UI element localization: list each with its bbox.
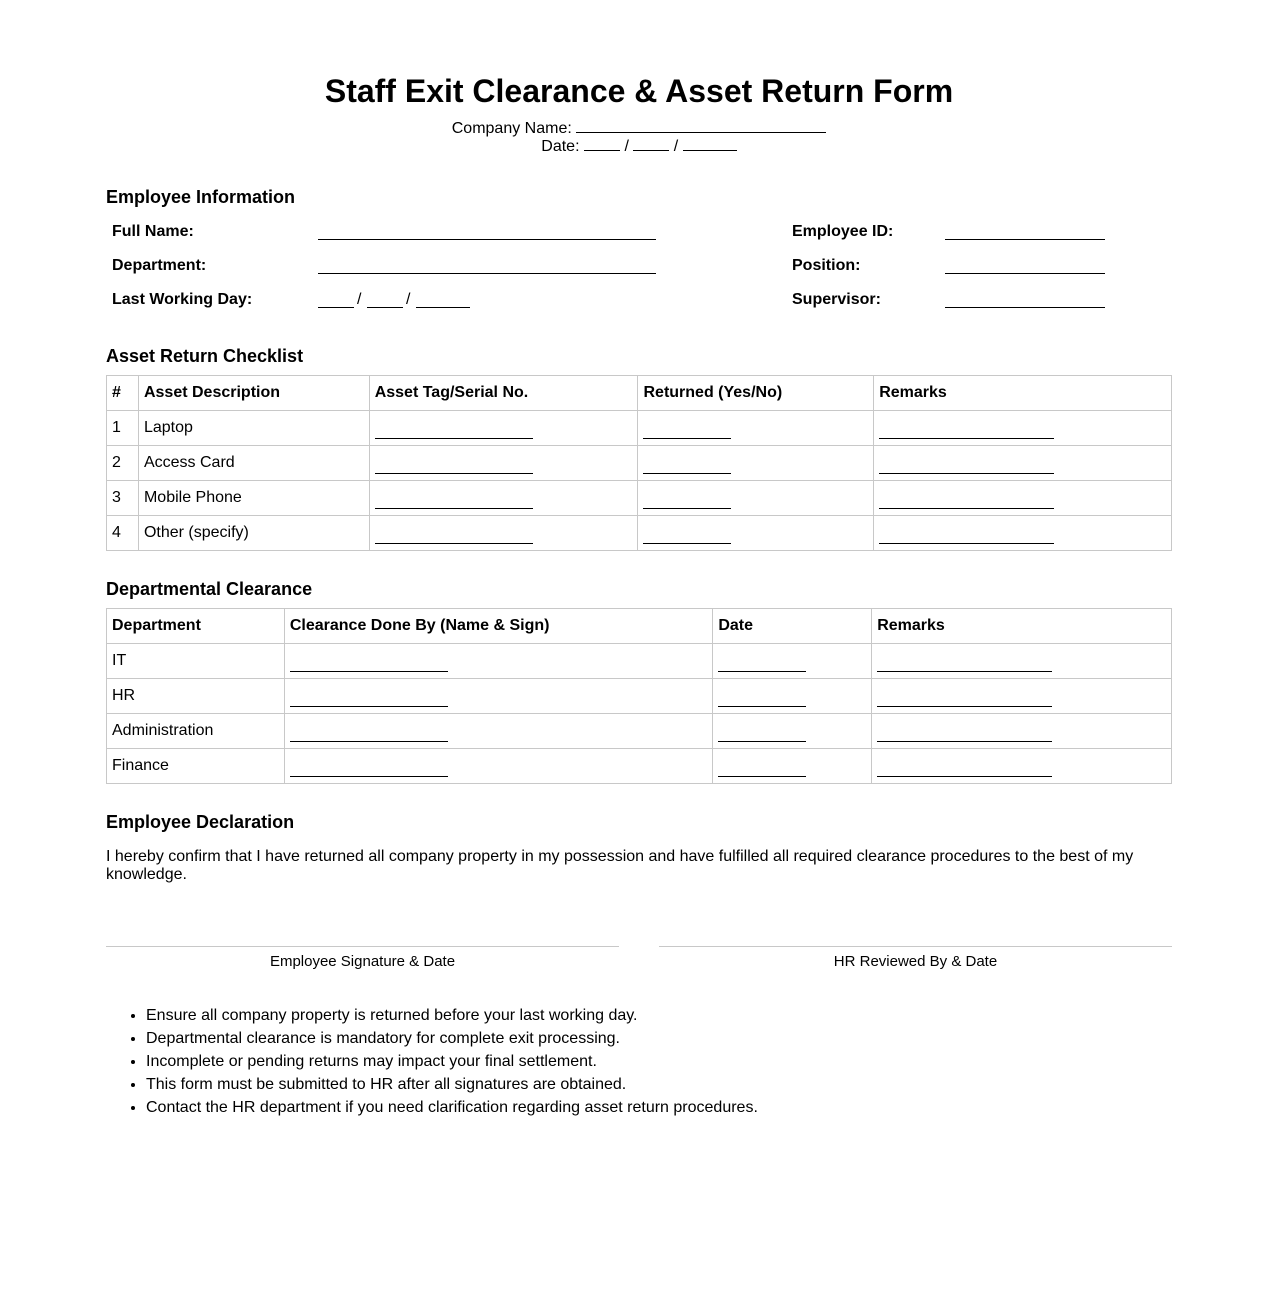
asset-description: Other (specify): [138, 516, 369, 551]
table-row: [107, 446, 1172, 481]
table-row: [107, 516, 1172, 551]
clearance-by-cell: [284, 714, 712, 749]
department-name: HR: [107, 679, 285, 714]
asset-checklist-heading: Asset Return Checklist: [106, 346, 304, 366]
column-header-number: #: [107, 376, 139, 411]
column-header-remarks: Remarks: [872, 609, 1172, 644]
column-header-returned: Returned (Yes/No): [638, 376, 874, 411]
hr-signature-caption: HR Reviewed By & Date: [833, 953, 998, 970]
clearance-by-field[interactable]: [290, 691, 448, 707]
form-date-day-field[interactable]: [584, 137, 620, 151]
position-field[interactable]: [945, 273, 1105, 274]
department-label: Department:: [112, 257, 207, 274]
last-day-year-field[interactable]: [416, 307, 470, 308]
employee-signature-block: [106, 946, 619, 971]
remarks-field[interactable]: [877, 726, 1052, 742]
employee-signature-caption: Employee Signature & Date: [269, 953, 456, 970]
row-number: 4: [107, 516, 139, 551]
date-cell: [713, 749, 872, 784]
returned-field[interactable]: [643, 493, 731, 509]
position-label: Position:: [792, 257, 861, 274]
column-header-asset-tag: Asset Tag/Serial No.: [369, 376, 638, 411]
company-name-line: [106, 119, 1172, 138]
employee-id-label: Employee ID:: [792, 223, 894, 240]
asset-tag-field[interactable]: [375, 458, 533, 474]
clearance-by-field[interactable]: [290, 761, 448, 777]
form-title: Staff Exit Clearance & Asset Return Form: [324, 73, 954, 109]
table-row: [107, 749, 1172, 784]
table-row: [107, 481, 1172, 516]
dept-clearance-heading: Departmental Clearance: [106, 579, 313, 599]
column-header-asset-description: Asset Description: [138, 376, 369, 411]
remarks-cell: [872, 749, 1172, 784]
returned-cell: [638, 516, 874, 551]
remarks-cell: [872, 644, 1172, 679]
table-row: [107, 714, 1172, 749]
remarks-cell: [874, 481, 1172, 516]
table-row: [107, 679, 1172, 714]
remarks-cell: [874, 446, 1172, 481]
last-day-day-field[interactable]: [318, 307, 354, 308]
remarks-field[interactable]: [879, 493, 1054, 509]
department-name: IT: [107, 644, 285, 679]
list-item: • Incomplete or pending returns may impact your final settlement.: [146, 1050, 758, 1073]
date-field[interactable]: [718, 691, 806, 707]
declaration-heading: Employee Declaration: [106, 812, 295, 832]
form-date-month-field[interactable]: [633, 137, 669, 151]
returned-field[interactable]: [643, 458, 731, 474]
remarks-field[interactable]: [879, 458, 1054, 474]
form-date-line: [106, 137, 1172, 156]
returned-cell: [638, 481, 874, 516]
table-header-row: [107, 376, 1172, 411]
date-separator: /: [357, 291, 362, 308]
remarks-cell: [874, 516, 1172, 551]
row-number: 1: [107, 411, 139, 446]
department-name: Administration: [107, 714, 285, 749]
supervisor-field[interactable]: [945, 307, 1105, 308]
row-number: 2: [107, 446, 139, 481]
column-header-clearance-by: Clearance Done By (Name & Sign): [284, 609, 712, 644]
clearance-by-cell: [284, 644, 712, 679]
remarks-field[interactable]: [879, 528, 1054, 544]
remarks-field[interactable]: [879, 423, 1054, 439]
date-separator: /: [673, 138, 679, 155]
last-day-month-field[interactable]: [367, 307, 403, 308]
date-separator: /: [624, 138, 629, 155]
department-name: Finance: [107, 749, 285, 784]
asset-tag-cell: [369, 446, 638, 481]
remarks-field[interactable]: [877, 761, 1052, 777]
column-header-remarks: Remarks: [874, 376, 1172, 411]
clearance-by-cell: [284, 749, 712, 784]
remarks-field[interactable]: [877, 691, 1052, 707]
list-item: • This form must be submitted to HR after all signatures are obtained.: [146, 1073, 758, 1096]
list-item: • Contact the HR department if you need clarification regarding asset return procedures.: [146, 1096, 758, 1119]
full-name-label: Full Name:: [112, 223, 194, 240]
asset-checklist-table: [106, 375, 1172, 551]
column-header-department: Department: [107, 609, 285, 644]
info-row-name: [106, 221, 1172, 243]
date-field[interactable]: [718, 761, 806, 777]
asset-tag-cell: [369, 481, 638, 516]
column-header-date: Date: [713, 609, 872, 644]
employee-signature-line[interactable]: [106, 946, 619, 947]
asset-tag-field[interactable]: [375, 528, 533, 544]
remarks-field[interactable]: [877, 656, 1052, 672]
last-working-day-label: Last Working Day:: [112, 291, 253, 308]
row-number: 3: [107, 481, 139, 516]
returned-cell: [638, 411, 874, 446]
date-field[interactable]: [718, 726, 806, 742]
table-row: [107, 411, 1172, 446]
asset-description: Mobile Phone: [138, 481, 369, 516]
employee-info-heading: Employee Information: [106, 187, 296, 207]
remarks-cell: [872, 714, 1172, 749]
date-cell: [713, 714, 872, 749]
asset-tag-field[interactable]: [375, 493, 533, 509]
form-date-year-field[interactable]: [683, 137, 737, 151]
dept-clearance-table: [106, 608, 1172, 784]
remarks-cell: [874, 411, 1172, 446]
info-row-department: [106, 255, 1172, 277]
clearance-by-cell: [284, 679, 712, 714]
asset-description: Laptop: [138, 411, 369, 446]
declaration-text: I hereby confirm that I have returned all company property in my possession and have fulfilled all required clearance procedures to the best of my knowledge.: [106, 848, 1134, 883]
full-name-field[interactable]: [318, 239, 656, 240]
date-cell: [713, 679, 872, 714]
company-name-label: Company Name:: [451, 120, 572, 137]
form-date-label: Date:: [541, 138, 580, 155]
department-field[interactable]: [318, 273, 656, 274]
date-separator: /: [406, 291, 411, 308]
notes-list: [146, 1004, 758, 1119]
info-row-last-day: [106, 289, 1172, 311]
date-cell: [713, 644, 872, 679]
list-item: • Departmental clearance is mandatory for complete exit processing.: [146, 1027, 758, 1050]
asset-tag-cell: [369, 516, 638, 551]
hr-signature-block: [659, 946, 1172, 971]
supervisor-label: Supervisor:: [792, 291, 881, 308]
table-header-row: [107, 609, 1172, 644]
date-field[interactable]: [718, 656, 806, 672]
company-name-field[interactable]: [576, 119, 826, 133]
table-row: [107, 644, 1172, 679]
employee-id-field[interactable]: [945, 239, 1105, 240]
asset-tag-field[interactable]: [375, 423, 533, 439]
asset-tag-cell: [369, 411, 638, 446]
list-item: • Ensure all company property is returned before your last working day.: [146, 1004, 758, 1027]
asset-description: Access Card: [138, 446, 369, 481]
remarks-cell: [872, 679, 1172, 714]
returned-field[interactable]: [643, 423, 731, 439]
clearance-by-field[interactable]: [290, 656, 448, 672]
returned-field[interactable]: [643, 528, 731, 544]
hr-signature-line[interactable]: [659, 946, 1172, 947]
returned-cell: [638, 446, 874, 481]
clearance-by-field[interactable]: [290, 726, 448, 742]
